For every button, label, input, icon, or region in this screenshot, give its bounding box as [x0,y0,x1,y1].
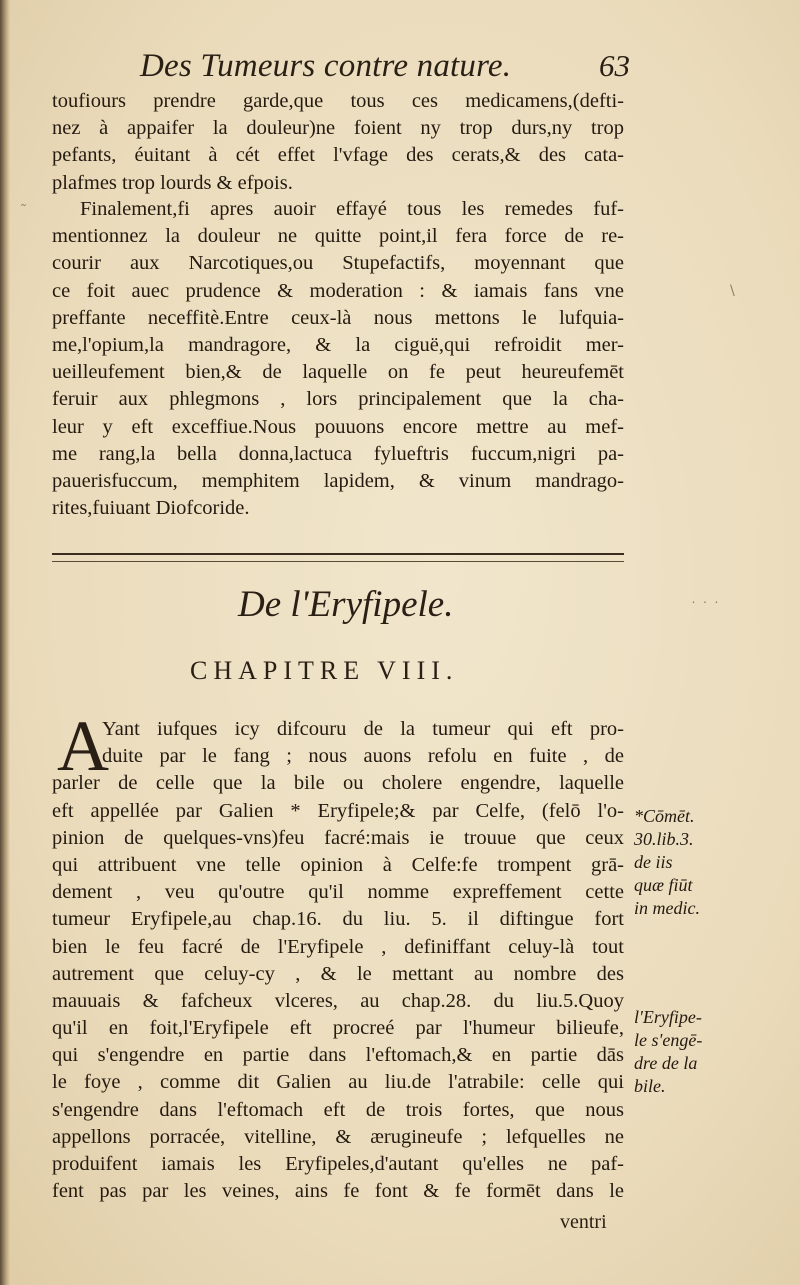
text-line: nez à appaifer la douleur)ne foient ny trop durs,ny trop [52,117,624,140]
ink-speck: \ [730,283,735,299]
margin-note-line: 30.lib.3. [634,829,694,849]
text-line: me rang,la bella donna,lactuca fylueftris fuccum,nigri pa- [52,442,624,465]
text-line: parler de celle que la bile ou cholere engendre, laquelle [52,772,624,795]
paragraph-erysipelas [52,706,624,1205]
text-line: autrement que celuy-cy , & le mettant au nombre des [52,962,624,985]
text-line: eft appellée par Galien * Eryfipele;& par Celfe, (felō l'o- [52,799,624,822]
text-line: qui s'engendre en partie dans l'eftomach,& en partie dās [52,1044,624,1067]
text-line: Yant iufques icy difcouru de la tumeur qui eft pro- [102,718,624,740]
text-line: s'engendre dans l'eftomach eft de trois fortes, que nous [52,1098,624,1121]
margin-note-line: bile. [634,1076,666,1096]
margin-note-line: *Cōmēt. [634,806,695,826]
catchword: ventri [560,1211,607,1233]
paragraph-narcotics [52,196,624,522]
margin-note-line: de iis [634,852,673,872]
text-line: pefants, éuitant à cét effet l'vfage des cerats,& des cata- [52,144,624,167]
text-line: mauuais & fafcheux vlceres, au chap.28. du liu.5.Quoy [52,989,624,1012]
text-line: appellons porracée, vitelline, & ærugineufe ; lefquelles ne [52,1125,624,1148]
text-line: qu'il en foit,l'Eryfipele eft procreé par l'humeur bilieufe, [52,1017,624,1040]
margin-note-line: dre de la [634,1053,698,1073]
text-line: bien le feu facré de l'Eryfipele , definiffant celuy-là tout [52,935,624,958]
text-line: preffante neceffitè.Entre ceux-là nous mettons le lufquia- [52,306,624,329]
text-line: fent pas par les veines, ains fe font & fe formēt dans le [52,1180,624,1203]
text-line: ce foit auec prudence & moderation : & iamais fans vne [52,279,624,302]
text-line: produifent iamais les Eryfipeles,d'autant qu'elles ne paf- [52,1153,624,1175]
text-line: pauerisfuccum, memphitem lapidem, & vinum mandrago- [52,469,624,492]
margin-note-line: in medic. [634,898,700,918]
text-line: qui attribuent vne telle opinion à Celfe:fe trompent grā- [52,853,624,876]
paragraph-continuation [52,88,624,197]
text-line: mentionnez la douleur ne quitte point,il fera force de re- [52,225,624,248]
text-line: pinion de quelques-vns)feu facré:mais ie trouue que ceux [52,826,624,849]
text-line: courir aux Narcotiques,ou Stupefactifs, moyennant que [52,252,624,275]
margin-note-bile [634,1006,754,1098]
margin-note-line: le s'engē- [634,1030,703,1050]
page-header [140,48,630,88]
ink-speck: ˜ [20,203,27,219]
text-line: feruir aux phlegmons , lors principalement que la cha- [52,388,624,411]
page-number: 63 [599,48,630,83]
text-line: Finalement,fi apres auoir effayé tous les remedes fuf- [80,198,624,220]
margin-note-line: quæ fiūt [634,875,693,895]
text-line: ueilleufement bien,& de laquelle on fe peut heureufemēt [52,361,624,384]
text-line: me,l'opium,la mandragore, & la ciguë,qui refroidit mer- [52,333,624,356]
ink-speck: ˙ ˙ ˙ [690,600,720,616]
text-line: toufiours prendre garde,que tous ces medicamens,(defti- [52,90,624,112]
margin-note-commentary [634,805,754,920]
page-gutter-shadow [0,0,10,1285]
chapter-heading: CHAPITRE VIII. [190,656,459,685]
section-title: De l'Eryfipele. [238,584,454,625]
text-line: tumeur Eryfipele,au chap.16. du liu. 5. il diftingue fort [52,908,624,931]
section-divider-rule [52,553,624,562]
text-line: rites,fuiuant Diofcoride. [52,497,250,520]
text-line: le foye , comme dit Galien au liu.de l'atrabile: celle qui [52,1071,624,1094]
text-line: dement , veu qu'outre qu'il nomme expreffement cette [52,881,624,904]
running-title: Des Tumeurs contre nature. [140,48,512,84]
text-line: plafmes trop lourds & efpois. [52,171,293,194]
margin-note-line: l'Eryfipe- [634,1007,702,1027]
drop-capital: A [57,706,109,786]
text-line: leur y eft exceffiue.Nous pouuons encore mettre au mef- [52,415,624,438]
text-line: duite par le fang ; nous auons refolu en fuite , de [102,745,624,768]
